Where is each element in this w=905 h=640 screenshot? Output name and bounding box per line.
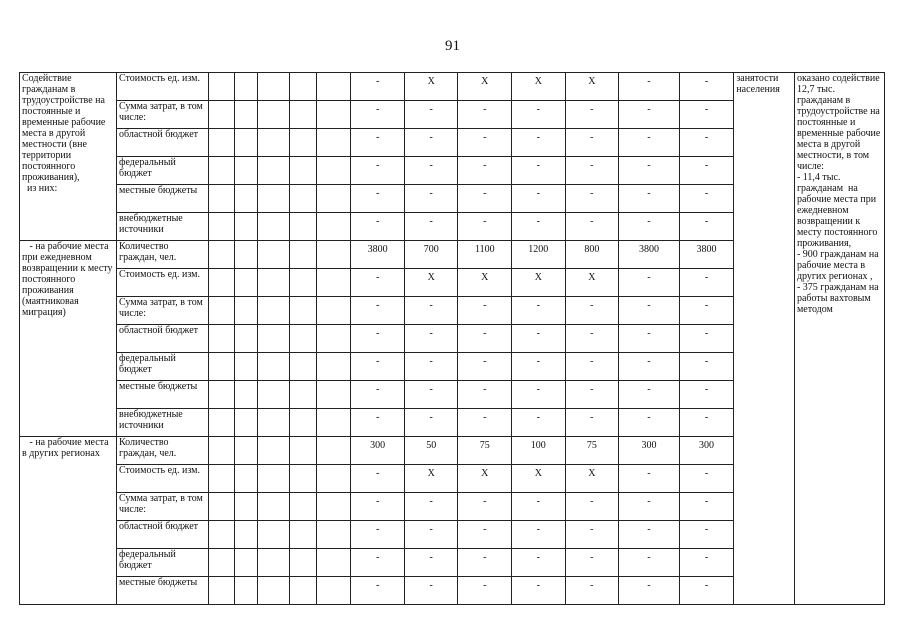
executor-column: занятости населения: [734, 73, 795, 605]
value-cell: -: [351, 269, 405, 297]
empty-cell: [289, 409, 316, 437]
value-cell: -: [565, 185, 619, 213]
value-cell: X: [565, 73, 619, 101]
value-cell: X: [404, 465, 458, 493]
empty-cell: [258, 521, 289, 549]
empty-cell: [235, 465, 258, 493]
empty-cell: [317, 129, 351, 157]
value-cell: -: [404, 577, 458, 605]
value-cell: -: [404, 129, 458, 157]
value-cell: 75: [565, 437, 619, 465]
empty-cell: [258, 185, 289, 213]
value-cell: -: [565, 297, 619, 325]
group-label: - на рабочие места при ежедневном возвращении к месту постоянного проживания (маятниковая миграция): [20, 241, 117, 437]
empty-cell: [258, 465, 289, 493]
value-cell: -: [679, 325, 734, 353]
empty-cell: [208, 101, 234, 129]
empty-cell: [317, 157, 351, 185]
value-cell: -: [351, 157, 405, 185]
value-cell: -: [458, 297, 512, 325]
value-cell: -: [512, 353, 566, 381]
value-cell: -: [512, 549, 566, 577]
row-label: Количество граждан, чел.: [117, 437, 209, 465]
value-cell: 3800: [679, 241, 734, 269]
value-cell: -: [619, 129, 680, 157]
value-cell: -: [351, 577, 405, 605]
empty-cell: [258, 73, 289, 101]
empty-cell: [317, 101, 351, 129]
table-row: [20, 73, 885, 101]
value-cell: X: [512, 269, 566, 297]
value-cell: -: [404, 157, 458, 185]
empty-cell: [258, 437, 289, 465]
value-cell: -: [458, 577, 512, 605]
empty-cell: [289, 73, 316, 101]
value-cell: -: [458, 101, 512, 129]
value-cell: -: [458, 325, 512, 353]
value-cell: -: [679, 101, 734, 129]
empty-cell: [235, 381, 258, 409]
empty-cell: [235, 297, 258, 325]
value-cell: -: [404, 549, 458, 577]
value-cell: -: [458, 185, 512, 213]
value-cell: -: [404, 381, 458, 409]
empty-cell: [317, 325, 351, 353]
value-cell: -: [458, 409, 512, 437]
value-cell: 300: [351, 437, 405, 465]
empty-cell: [235, 437, 258, 465]
row-label: Количество граждан, чел.: [117, 241, 209, 269]
empty-cell: [317, 241, 351, 269]
value-cell: -: [404, 297, 458, 325]
value-cell: -: [351, 521, 405, 549]
value-cell: -: [512, 157, 566, 185]
value-cell: 300: [679, 437, 734, 465]
empty-cell: [258, 549, 289, 577]
row-label: местные бюджеты: [117, 381, 209, 409]
empty-cell: [317, 185, 351, 213]
value-cell: -: [619, 157, 680, 185]
empty-cell: [235, 549, 258, 577]
value-cell: X: [458, 465, 512, 493]
empty-cell: [289, 465, 316, 493]
value-cell: -: [512, 297, 566, 325]
empty-cell: [208, 297, 234, 325]
empty-cell: [208, 437, 234, 465]
value-cell: -: [512, 325, 566, 353]
empty-cell: [235, 213, 258, 241]
empty-cell: [289, 437, 316, 465]
value-cell: -: [619, 465, 680, 493]
empty-cell: [258, 157, 289, 185]
row-label: Сумма затрат, в том числе:: [117, 297, 209, 325]
value-cell: -: [351, 465, 405, 493]
value-cell: -: [512, 129, 566, 157]
empty-cell: [317, 549, 351, 577]
row-label: местные бюджеты: [117, 577, 209, 605]
value-cell: 75: [458, 437, 512, 465]
empty-cell: [289, 521, 316, 549]
empty-cell: [208, 157, 234, 185]
empty-cell: [235, 129, 258, 157]
empty-cell: [289, 353, 316, 381]
value-cell: -: [458, 521, 512, 549]
empty-cell: [289, 549, 316, 577]
value-cell: -: [351, 73, 405, 101]
value-cell: 800: [565, 241, 619, 269]
empty-cell: [258, 297, 289, 325]
value-cell: -: [565, 325, 619, 353]
empty-cell: [289, 381, 316, 409]
empty-cell: [289, 185, 316, 213]
value-cell: -: [679, 185, 734, 213]
value-cell: -: [565, 157, 619, 185]
value-cell: -: [458, 353, 512, 381]
empty-cell: [258, 241, 289, 269]
row-label: федеральный бюджет: [117, 157, 209, 185]
value-cell: X: [565, 465, 619, 493]
empty-cell: [317, 465, 351, 493]
empty-cell: [235, 73, 258, 101]
value-cell: -: [404, 325, 458, 353]
empty-cell: [317, 353, 351, 381]
value-cell: -: [565, 353, 619, 381]
empty-cell: [208, 269, 234, 297]
empty-cell: [208, 73, 234, 101]
value-cell: X: [458, 269, 512, 297]
empty-cell: [258, 213, 289, 241]
value-cell: -: [404, 101, 458, 129]
empty-cell: [317, 409, 351, 437]
empty-cell: [258, 353, 289, 381]
empty-cell: [258, 381, 289, 409]
empty-cell: [258, 129, 289, 157]
row-label: областной бюджет: [117, 521, 209, 549]
value-cell: -: [619, 409, 680, 437]
empty-cell: [235, 269, 258, 297]
budget-table: [19, 72, 885, 605]
value-cell: -: [512, 101, 566, 129]
row-label: Стоимость ед. изм.: [117, 465, 209, 493]
value-cell: 3800: [351, 241, 405, 269]
empty-cell: [258, 493, 289, 521]
value-cell: -: [404, 409, 458, 437]
row-label: областной бюджет: [117, 325, 209, 353]
value-cell: -: [351, 549, 405, 577]
value-cell: -: [404, 493, 458, 521]
value-cell: -: [619, 353, 680, 381]
value-cell: -: [512, 213, 566, 241]
group-label: Содействие гражданам в трудоустройстве на постоянные и временные рабочие места в другой местности (вне территории постоянного проживания), из них:: [20, 73, 117, 241]
empty-cell: [208, 241, 234, 269]
value-cell: 1100: [458, 241, 512, 269]
value-cell: -: [351, 129, 405, 157]
empty-cell: [208, 521, 234, 549]
value-cell: -: [679, 353, 734, 381]
value-cell: -: [679, 381, 734, 409]
value-cell: -: [679, 521, 734, 549]
empty-cell: [289, 157, 316, 185]
value-cell: -: [351, 185, 405, 213]
empty-cell: [208, 549, 234, 577]
value-cell: -: [458, 213, 512, 241]
value-cell: -: [679, 73, 734, 101]
value-cell: -: [565, 521, 619, 549]
empty-cell: [317, 73, 351, 101]
value-cell: -: [351, 325, 405, 353]
value-cell: -: [565, 409, 619, 437]
empty-cell: [208, 185, 234, 213]
value-cell: -: [619, 73, 680, 101]
value-cell: -: [679, 409, 734, 437]
row-label: Стоимость ед. изм.: [117, 73, 209, 101]
empty-cell: [258, 325, 289, 353]
value-cell: -: [679, 549, 734, 577]
value-cell: -: [619, 269, 680, 297]
empty-cell: [208, 213, 234, 241]
value-cell: -: [679, 577, 734, 605]
empty-cell: [317, 381, 351, 409]
value-cell: -: [679, 493, 734, 521]
value-cell: -: [404, 213, 458, 241]
empty-cell: [235, 325, 258, 353]
empty-cell: [208, 493, 234, 521]
value-cell: -: [512, 493, 566, 521]
value-cell: -: [619, 493, 680, 521]
value-cell: -: [565, 129, 619, 157]
value-cell: -: [619, 381, 680, 409]
row-label: Сумма затрат, в том числе:: [117, 101, 209, 129]
value-cell: -: [619, 101, 680, 129]
empty-cell: [289, 241, 316, 269]
value-cell: -: [679, 297, 734, 325]
empty-cell: [235, 493, 258, 521]
value-cell: -: [458, 157, 512, 185]
value-cell: -: [619, 185, 680, 213]
value-cell: -: [565, 493, 619, 521]
value-cell: -: [512, 381, 566, 409]
row-label: федеральный бюджет: [117, 549, 209, 577]
value-cell: -: [565, 577, 619, 605]
value-cell: -: [351, 353, 405, 381]
value-cell: -: [404, 353, 458, 381]
empty-cell: [235, 521, 258, 549]
value-cell: -: [512, 185, 566, 213]
empty-cell: [289, 325, 316, 353]
value-cell: -: [458, 129, 512, 157]
empty-cell: [208, 577, 234, 605]
result-column: оказано содействие 12,7 тыс. гражданам в трудоустройстве на постоянные и временные рабочие места в другой местности, в том числе: - 11,4 тыс. гражданам на рабочие места при ежедневном возвращении к месту постоянного проживания, - 900 гражданам на рабочие места в других регионах , - 375 гражданам на работы вахтовым методом: [794, 73, 884, 605]
value-cell: -: [565, 213, 619, 241]
value-cell: -: [565, 101, 619, 129]
value-cell: -: [404, 521, 458, 549]
value-cell: -: [458, 549, 512, 577]
group-label: - на рабочие места в других регионах: [20, 437, 117, 605]
empty-cell: [235, 241, 258, 269]
empty-cell: [289, 101, 316, 129]
empty-cell: [289, 577, 316, 605]
value-cell: -: [512, 577, 566, 605]
row-label: федеральный бюджет: [117, 353, 209, 381]
value-cell: -: [619, 297, 680, 325]
value-cell: -: [458, 493, 512, 521]
value-cell: -: [679, 157, 734, 185]
value-cell: -: [351, 297, 405, 325]
empty-cell: [317, 437, 351, 465]
page-number: 91: [445, 38, 460, 54]
empty-cell: [258, 577, 289, 605]
empty-cell: [208, 353, 234, 381]
row-label: внебюджетные источники: [117, 213, 209, 241]
empty-cell: [235, 577, 258, 605]
empty-cell: [317, 493, 351, 521]
value-cell: -: [351, 213, 405, 241]
row-label: областной бюджет: [117, 129, 209, 157]
value-cell: -: [565, 549, 619, 577]
value-cell: -: [619, 213, 680, 241]
empty-cell: [258, 269, 289, 297]
value-cell: -: [619, 325, 680, 353]
value-cell: X: [512, 465, 566, 493]
row-label: внебюджетные источники: [117, 409, 209, 437]
empty-cell: [317, 269, 351, 297]
value-cell: -: [619, 521, 680, 549]
value-cell: -: [351, 409, 405, 437]
value-cell: -: [351, 381, 405, 409]
value-cell: 100: [512, 437, 566, 465]
value-cell: X: [404, 73, 458, 101]
value-cell: 50: [404, 437, 458, 465]
value-cell: -: [458, 381, 512, 409]
empty-cell: [317, 521, 351, 549]
empty-cell: [317, 297, 351, 325]
row-label: Стоимость ед. изм.: [117, 269, 209, 297]
value-cell: -: [619, 577, 680, 605]
value-cell: -: [512, 521, 566, 549]
empty-cell: [235, 157, 258, 185]
value-cell: -: [404, 185, 458, 213]
row-label: Сумма затрат, в том числе:: [117, 493, 209, 521]
value-cell: 700: [404, 241, 458, 269]
empty-cell: [258, 409, 289, 437]
empty-cell: [208, 381, 234, 409]
empty-cell: [235, 409, 258, 437]
value-cell: -: [679, 129, 734, 157]
value-cell: X: [565, 269, 619, 297]
empty-cell: [317, 213, 351, 241]
empty-cell: [235, 185, 258, 213]
value-cell: X: [512, 73, 566, 101]
value-cell: 300: [619, 437, 680, 465]
empty-cell: [289, 269, 316, 297]
value-cell: -: [351, 101, 405, 129]
empty-cell: [208, 325, 234, 353]
empty-cell: [208, 409, 234, 437]
value-cell: -: [619, 549, 680, 577]
value-cell: -: [512, 409, 566, 437]
row-label: местные бюджеты: [117, 185, 209, 213]
empty-cell: [235, 353, 258, 381]
empty-cell: [235, 101, 258, 129]
empty-cell: [208, 465, 234, 493]
value-cell: -: [679, 269, 734, 297]
empty-cell: [289, 493, 316, 521]
value-cell: -: [351, 493, 405, 521]
value-cell: 1200: [512, 241, 566, 269]
value-cell: 3800: [619, 241, 680, 269]
value-cell: X: [458, 73, 512, 101]
value-cell: -: [679, 213, 734, 241]
empty-cell: [317, 577, 351, 605]
empty-cell: [289, 297, 316, 325]
empty-cell: [258, 101, 289, 129]
value-cell: -: [679, 465, 734, 493]
value-cell: X: [404, 269, 458, 297]
empty-cell: [289, 213, 316, 241]
value-cell: -: [565, 381, 619, 409]
empty-cell: [289, 129, 316, 157]
empty-cell: [208, 129, 234, 157]
